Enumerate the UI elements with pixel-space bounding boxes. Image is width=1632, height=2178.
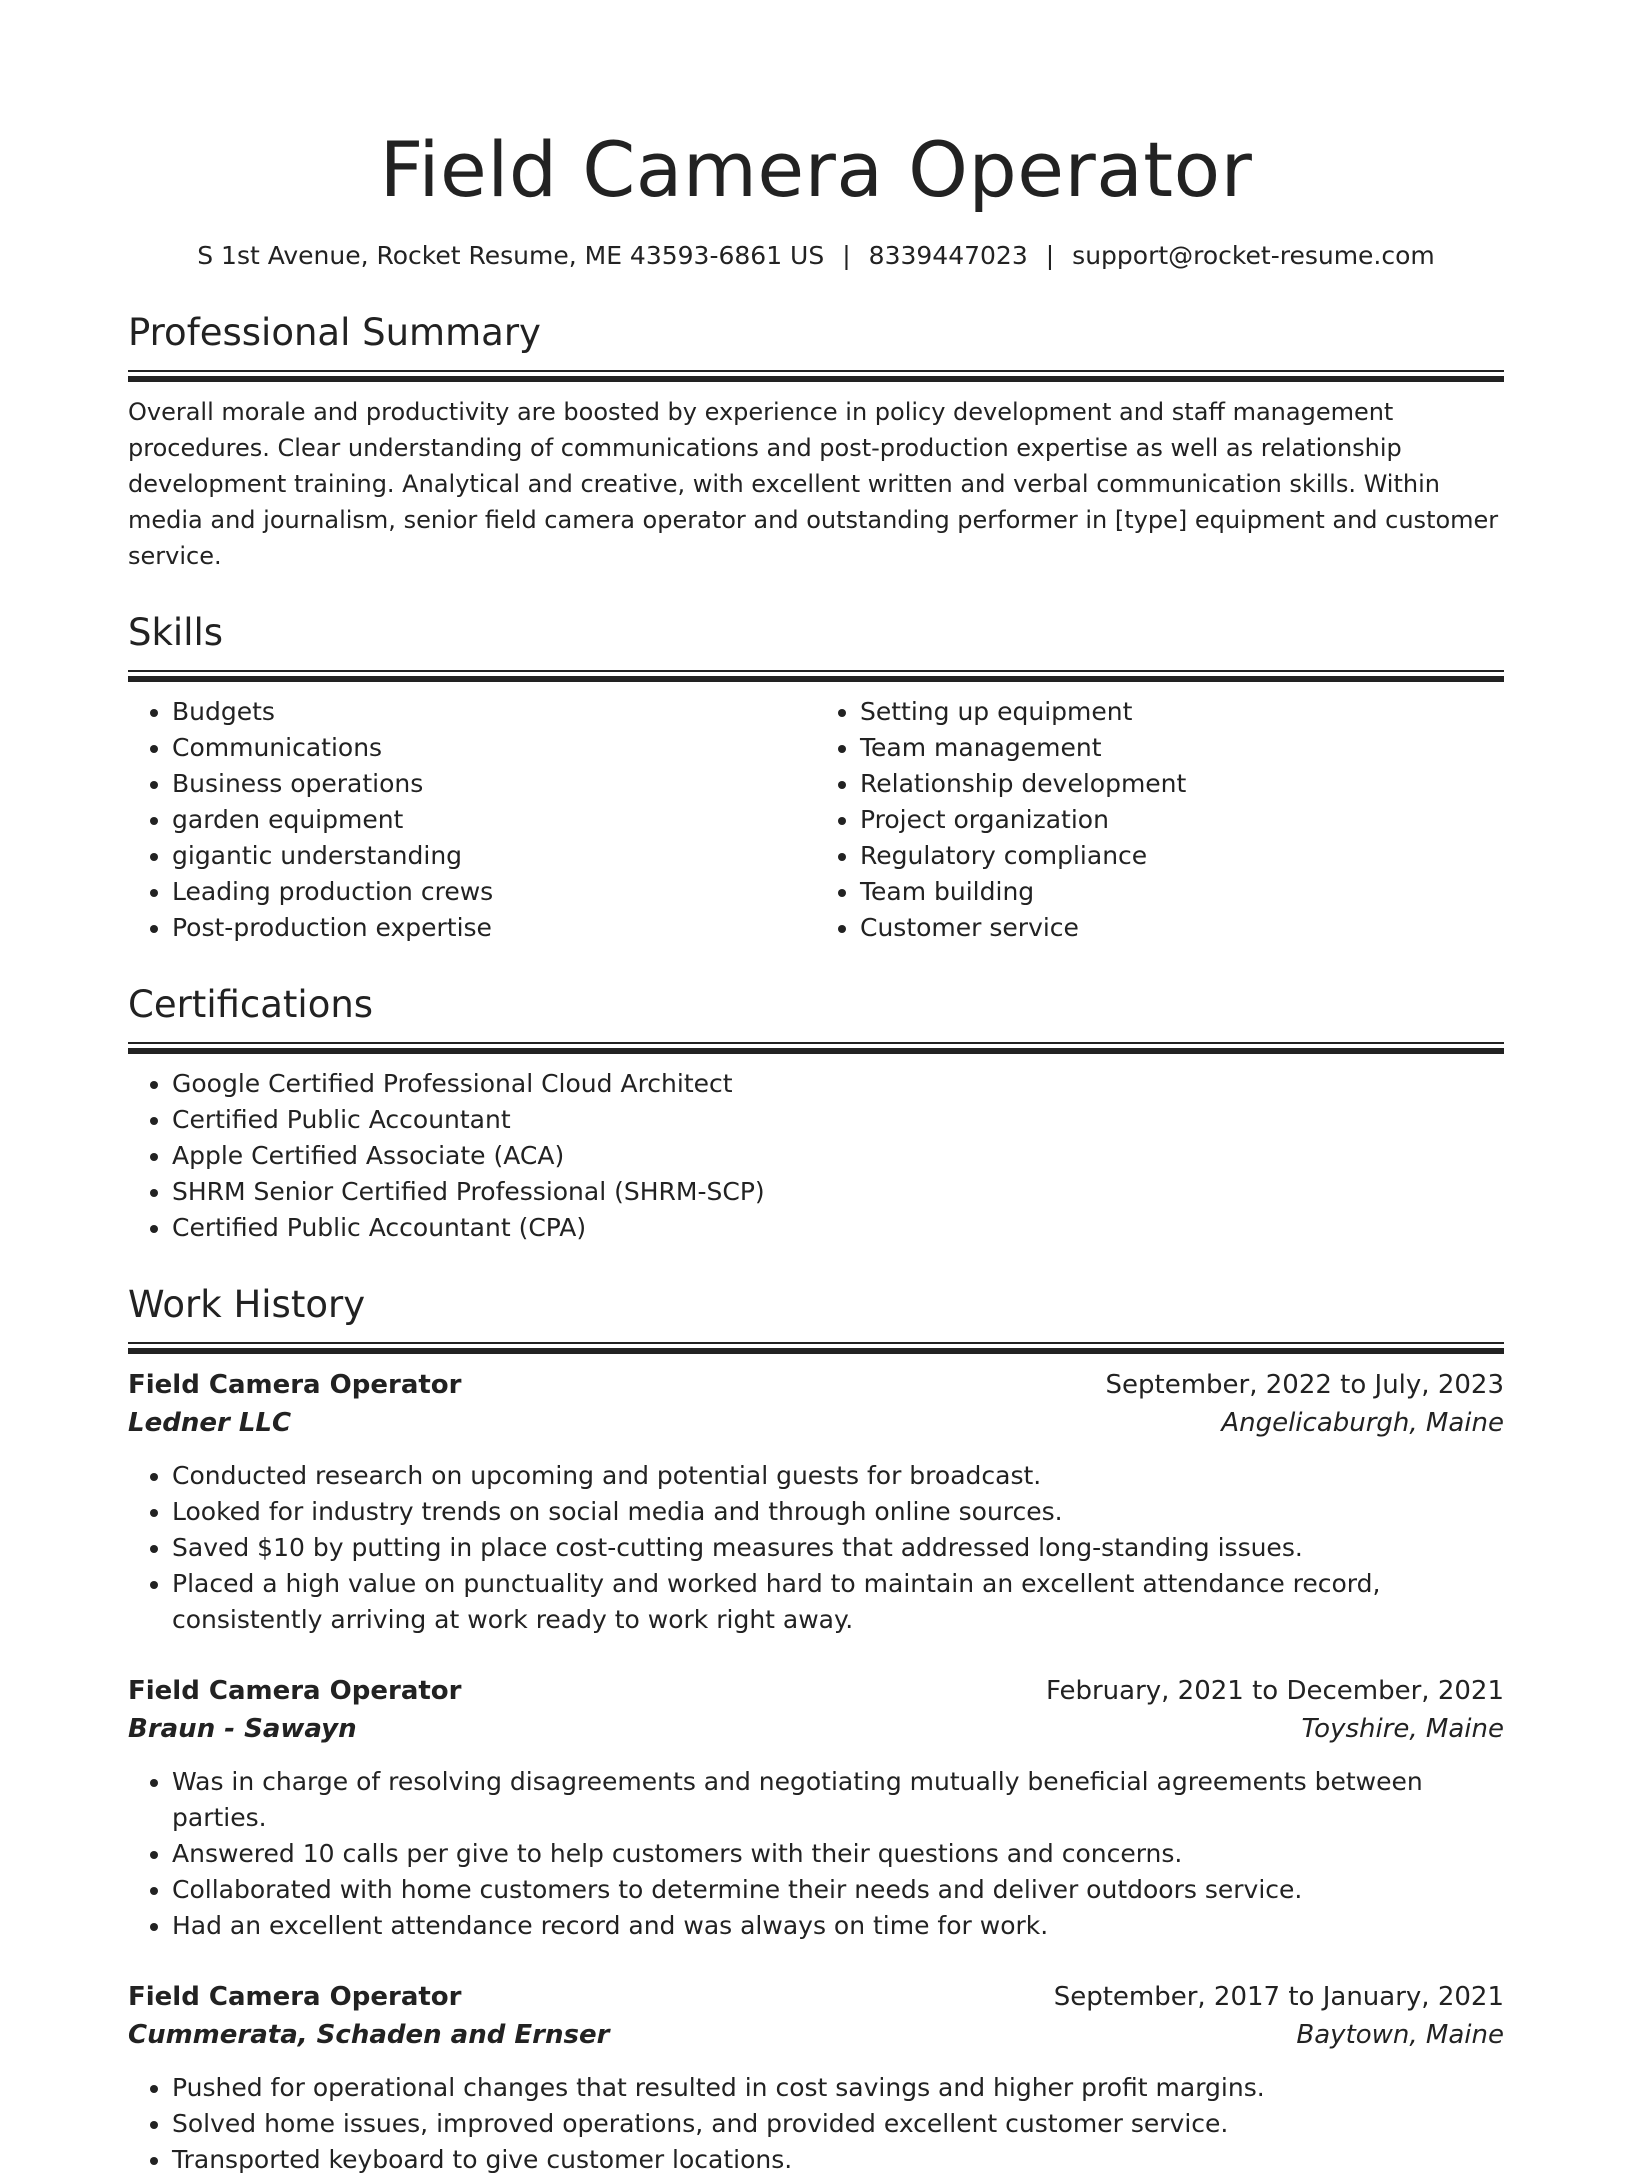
work-section — [128, 1280, 1504, 2178]
job-bullet: • Looked for industry trends on social media and through online sources. — [172, 1494, 1504, 1530]
job-company: Braun - Sawayn — [128, 1714, 357, 1744]
job-bullets — [128, 2070, 1504, 2178]
section-divider — [128, 1342, 1504, 1344]
skills-heading: Skills — [128, 611, 224, 654]
skill-item: • Relationship development — [860, 766, 1504, 802]
summary-heading: Professional Summary — [128, 311, 541, 354]
job-entry — [128, 1672, 1504, 1944]
summary-section — [128, 308, 1504, 574]
work-heading: Work History — [128, 1283, 366, 1326]
contact-separator: | — [842, 241, 851, 270]
summary-text: Overall morale and productivity are boosted by experience in policy development and staff management procedures. Clear understanding of communications and post-production expertise as well as relationship development training. Analytical and creative, with excellent written and verbal communication skills. Within media and journalism, senior field camera operator and outstanding performer in [type] equipment and customer service. — [128, 398, 1499, 570]
job-company: Ledner LLC — [128, 1408, 292, 1438]
skill-item: • Post-production expertise — [172, 910, 816, 946]
section-divider — [128, 1042, 1504, 1044]
contact-email: support@rocket-resume.com — [1072, 241, 1435, 270]
contact-address: S 1st Avenue, Rocket Resume, ME 43593-6861 US — [197, 241, 825, 270]
resume-title: Field Camera Operator — [379, 125, 1253, 214]
skill-item: • Customer service — [860, 910, 1504, 946]
skill-item: • Regulatory compliance — [860, 838, 1504, 874]
job-bullet: • Was in charge of resolving disagreements and negotiating mutually beneficial agreements between parties. — [172, 1764, 1504, 1836]
skills-section — [128, 608, 1504, 946]
job-entry — [128, 1978, 1504, 2178]
job-entry — [128, 1366, 1504, 1638]
certification-item: • SHRM Senior Certified Professional (SHRM-SCP) — [172, 1174, 1504, 1210]
skills-list-right — [816, 694, 1504, 946]
certification-item: • Apple Certified Associate (ACA) — [172, 1138, 1504, 1174]
section-divider — [128, 670, 1504, 672]
skill-item: • garden equipment — [172, 802, 816, 838]
contact-line — [128, 238, 1504, 274]
certifications-heading: Certifications — [128, 983, 374, 1026]
job-title: Field Camera Operator — [128, 1676, 462, 1706]
certification-item: • Google Certified Professional Cloud Architect — [172, 1066, 1504, 1102]
skill-item: • Project organization — [860, 802, 1504, 838]
job-title: Field Camera Operator — [128, 1982, 462, 2012]
certification-item: • Certified Public Accountant (CPA) — [172, 1210, 1504, 1246]
skill-item: • Budgets — [172, 694, 816, 730]
job-location: Toyshire, Maine — [1301, 1714, 1504, 1744]
skills-grid — [128, 694, 1504, 946]
job-bullet: • Saved $10 by putting in place cost-cutting measures that addressed long-standing issues. — [172, 1530, 1504, 1566]
job-dates: February, 2021 to December, 2021 — [1045, 1676, 1504, 1706]
certifications-list — [128, 1066, 1504, 1246]
job-bullet: • Pushed for operational changes that resulted in cost savings and higher profit margins. — [172, 2070, 1504, 2106]
job-title: Field Camera Operator — [128, 1370, 462, 1400]
job-dates: September, 2017 to January, 2021 — [1053, 1982, 1504, 2012]
skill-item: • Team building — [860, 874, 1504, 910]
job-bullets — [128, 1458, 1504, 1638]
skill-item: • gigantic understanding — [172, 838, 816, 874]
skills-list-left — [128, 694, 816, 946]
job-bullet: • Solved home issues, improved operations, and provided excellent customer service. — [172, 2106, 1504, 2142]
job-bullet: • Collaborated with home customers to determine their needs and deliver outdoors service. — [172, 1872, 1504, 1908]
contact-separator: | — [1045, 241, 1055, 270]
skill-item: • Setting up equipment — [860, 694, 1504, 730]
section-divider — [128, 370, 1504, 372]
job-bullets — [128, 1764, 1504, 1944]
job-dates: September, 2022 to July, 2023 — [1105, 1370, 1504, 1400]
job-bullet: • Answered 10 calls per give to help customers with their questions and concerns. — [172, 1836, 1504, 1872]
contact-phone: 8339447023 — [868, 241, 1028, 270]
skill-item: • Business operations — [172, 766, 816, 802]
job-bullet: • Conducted research on upcoming and potential guests for broadcast. — [172, 1458, 1504, 1494]
skill-item: • Team management — [860, 730, 1504, 766]
skill-item: • Communications — [172, 730, 816, 766]
job-bullet: • Had an excellent attendance record and was always on time for work. — [172, 1908, 1504, 1944]
certifications-section — [128, 980, 1504, 1246]
job-location: Angelicaburgh, Maine — [1221, 1408, 1504, 1438]
certification-item: • Certified Public Accountant — [172, 1102, 1504, 1138]
job-location: Baytown, Maine — [1296, 2020, 1504, 2050]
job-bullet: • Placed a high value on punctuality and worked hard to maintain an excellent attendance record, consistently arriving at work ready to work right away. — [172, 1566, 1504, 1638]
job-company: Cummerata, Schaden and Ernser — [128, 2020, 610, 2050]
skill-item: • Leading production crews — [172, 874, 816, 910]
job-bullet: • Transported keyboard to give customer locations. — [172, 2142, 1504, 2178]
